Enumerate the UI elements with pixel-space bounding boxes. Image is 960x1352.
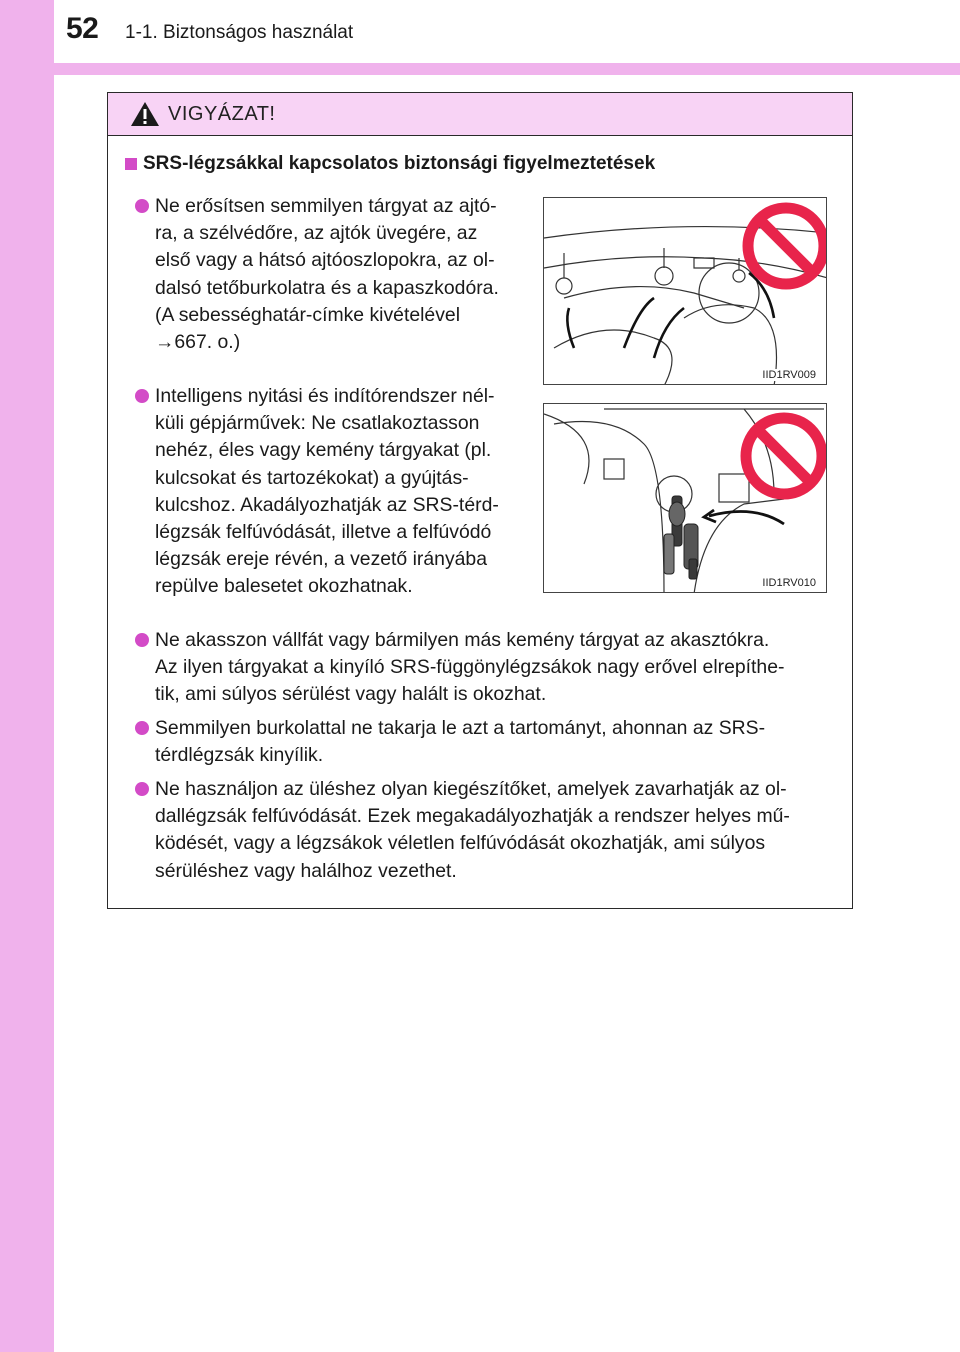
bullet-dot-icon [135,199,149,213]
bullet-line: Semmilyen burkolattal ne takarja le azt a tartományt, ahonnan az SRS- [155,717,766,739]
ignition-sketch-icon [544,404,827,593]
page-number: 52 [66,12,99,45]
bullet-line: ra, a szélvédőre, az ajtók üvegére, az [155,222,478,245]
bullet-line: dalsó tetőburkolatra és a kapaszkodóra. [155,276,499,299]
running-head: 1-1. Biztonságos használat [125,22,354,43]
illustration-ignition [543,403,827,593]
illustration-interior [543,197,827,385]
bullet-dot-icon [135,782,149,796]
bullet-item [155,627,841,709]
illustration-code: IID1RV010 [762,577,816,589]
bullet-line: légzsák felfúvódását, illetve a felfúvódó [155,521,492,544]
bullet-line: →667. o.) [155,331,241,354]
bullet-line: küli gépjárművek: Ne csatlakoztasson [155,412,480,435]
bullet-line: dallégzsák felfúvódását. Ezek megakadályozhatják a rendszer helyes mű- [155,805,790,828]
section-heading [125,153,655,175]
bullet-line: nehéz, éles vagy kemény tárgyakat (pl. [155,439,492,462]
illustration-code: IID1RV009 [762,369,816,381]
side-tab-strip [0,0,54,1352]
bullet-line: sérüléshez vagy halálhoz vezethet. [155,859,457,882]
warning-triangle-icon [130,101,160,127]
bullet-dot-icon [135,721,149,735]
bullet-item [155,193,520,356]
bullet-line: ködését, vagy a légzsákok véletlen felfúvódását okozhatják, ami súlyos [155,832,766,855]
header-rule [54,63,960,75]
bullet-line: Ne akasszon vállfát vagy bármilyen más kemény tárgyat az akasztókra. [155,629,770,651]
bullet-item [155,776,841,885]
bullet-line: tik, ami súlyos sérülést vagy halált is okozhat. [155,683,547,706]
bullet-line: kulcsokat és tartozékokat) a gyújtás- [155,466,469,489]
bullet-line: kulcshoz. Akadályozhatják az SRS-térd- [155,493,499,516]
bullet-item [155,715,841,769]
bullet-line: légzsák ereje révén, a vezető irányába [155,548,487,571]
caution-box [107,92,853,909]
caution-header [108,93,852,136]
bullet-line: térdlégzsák kinyílik. [155,744,324,767]
square-bullet-icon [125,158,137,170]
bullet-line: Intelligens nyitási és indítórendszer nél- [155,385,495,407]
bullet-line: első vagy a hátsó ajtóoszlopokra, az ol- [155,249,495,272]
caution-title: VIGYÁZAT! [168,102,276,125]
bullet-item [155,383,520,601]
bullet-dot-icon [135,389,149,403]
bullet-dot-icon [135,633,149,647]
interior-sketch-icon [544,198,827,385]
bullet-line: Az ilyen tárgyakat a kinyíló SRS-függönylégzsákok nagy erővel elrepíthe- [155,656,785,679]
bullet-line: Ne erősítsen semmilyen tárgyat az ajtó- [155,195,497,217]
section-heading-text: SRS-légzsákkal kapcsolatos biztonsági figyelmeztetések [143,153,656,174]
bullet-line: Ne használjon az üléshez olyan kiegészítőket, amelyek zavarhatják az ol- [155,778,787,800]
bullet-line: (A sebességhatár-címke kivételével [155,303,461,326]
bullet-line: repülve balesetet okozhatnak. [155,575,413,598]
